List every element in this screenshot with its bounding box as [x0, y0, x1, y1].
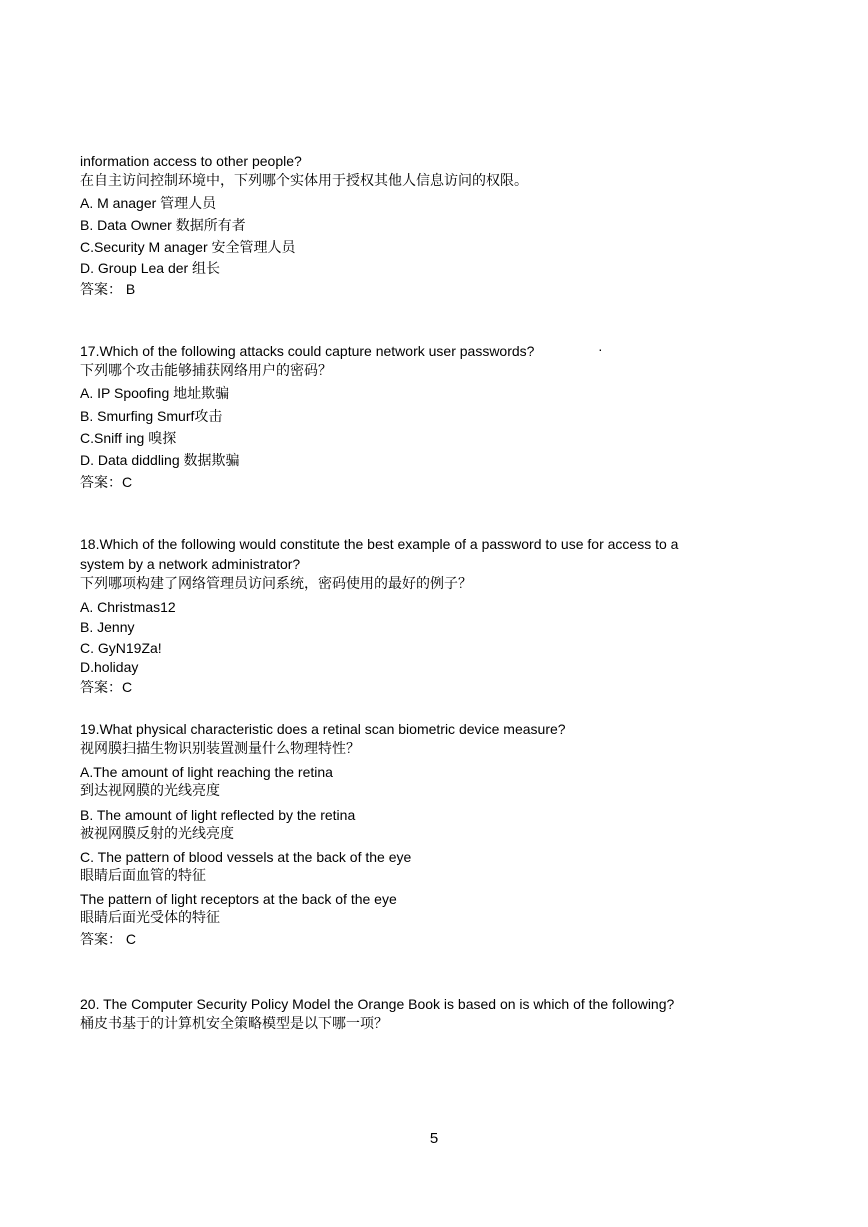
q16-option-d: D. Group Lea der 组长: [80, 260, 221, 276]
q16-option-b: B. Data Owner 数据所有者: [80, 217, 246, 233]
q17-mark: ·: [598, 341, 603, 357]
q17-option-b: B. Smurfing Smurf攻击: [80, 408, 223, 424]
q18-option-b: B. Jenny: [80, 619, 135, 635]
q19-option-a-cn: 到达视网膜的光线亮度: [80, 783, 220, 799]
q19-question: 19.What physical characteristic does a retinal scan biometric device measure?: [80, 721, 566, 737]
q17-question-cn: 下列哪个攻击能够捕获网络用户的密码？: [80, 363, 332, 379]
q17-question: 17.Which of the following attacks could capture network user passwords?: [80, 343, 535, 359]
q19-option-b: B. The amount of light reflected by the retina: [80, 807, 356, 823]
q20-question: 20. The Computer Security Policy Model the Orange Book is based on is which of the following?: [80, 996, 675, 1012]
q16-answer: 答案： B: [80, 281, 136, 297]
q17-option-c: C.Sniff ing 嗅探: [80, 430, 177, 446]
q17-option-d: D. Data diddling 数据欺骗: [80, 452, 240, 468]
q18-option-c: C. GyN19Za!: [80, 640, 162, 656]
q20-question-cn: 桶皮书基于的计算机安全策略模型是以下哪一项？: [80, 1016, 388, 1032]
page-number: 5: [429, 1130, 439, 1147]
q16-option-c: C.Security M anager 安全管理人员: [80, 239, 296, 255]
q19-option-c: C. The pattern of blood vessels at the back of the eye: [80, 849, 412, 865]
q18-option-a: A. Christmas12: [80, 599, 176, 615]
q17-option-a: A. IP Spoofing 地址欺骗: [80, 385, 230, 401]
q18-question-cn: 下列哪项构建了网络管理员访问系统，密码使用的最好的例子？: [80, 576, 472, 592]
q19-option-d: The pattern of light receptors at the back of the eye: [80, 891, 397, 907]
q18-answer: 答案：C: [80, 679, 133, 695]
q19-option-d-cn: 眼睛后面光受体的特征: [80, 910, 220, 926]
q19-answer: 答案： C: [80, 931, 136, 947]
q16-option-a: A. M anager 管理人员: [80, 195, 217, 211]
q17-answer: 答案：C: [80, 474, 133, 490]
q19-option-b-cn: 被视网膜反射的光线亮度: [80, 826, 234, 842]
q18-question-line1: 18.Which of the following would constitute the best example of a password to use for access to a: [80, 536, 679, 552]
q18-question-line2: system by a network administrator?: [80, 556, 301, 572]
q18-option-d: D.holiday: [80, 659, 139, 675]
q19-question-cn: 视网膜扫描生物识别装置测量什么物理特性？: [80, 741, 360, 757]
q16-question-cn: 在自主访问控制环境中，下列哪个实体用于授权其他人信息访问的权限。: [80, 173, 528, 189]
q19-option-c-cn: 眼睛后面血管的特征: [80, 868, 206, 884]
q19-option-a: A.The amount of light reaching the retina: [80, 764, 333, 780]
q16-question-tail: information access to other people?: [80, 153, 302, 169]
